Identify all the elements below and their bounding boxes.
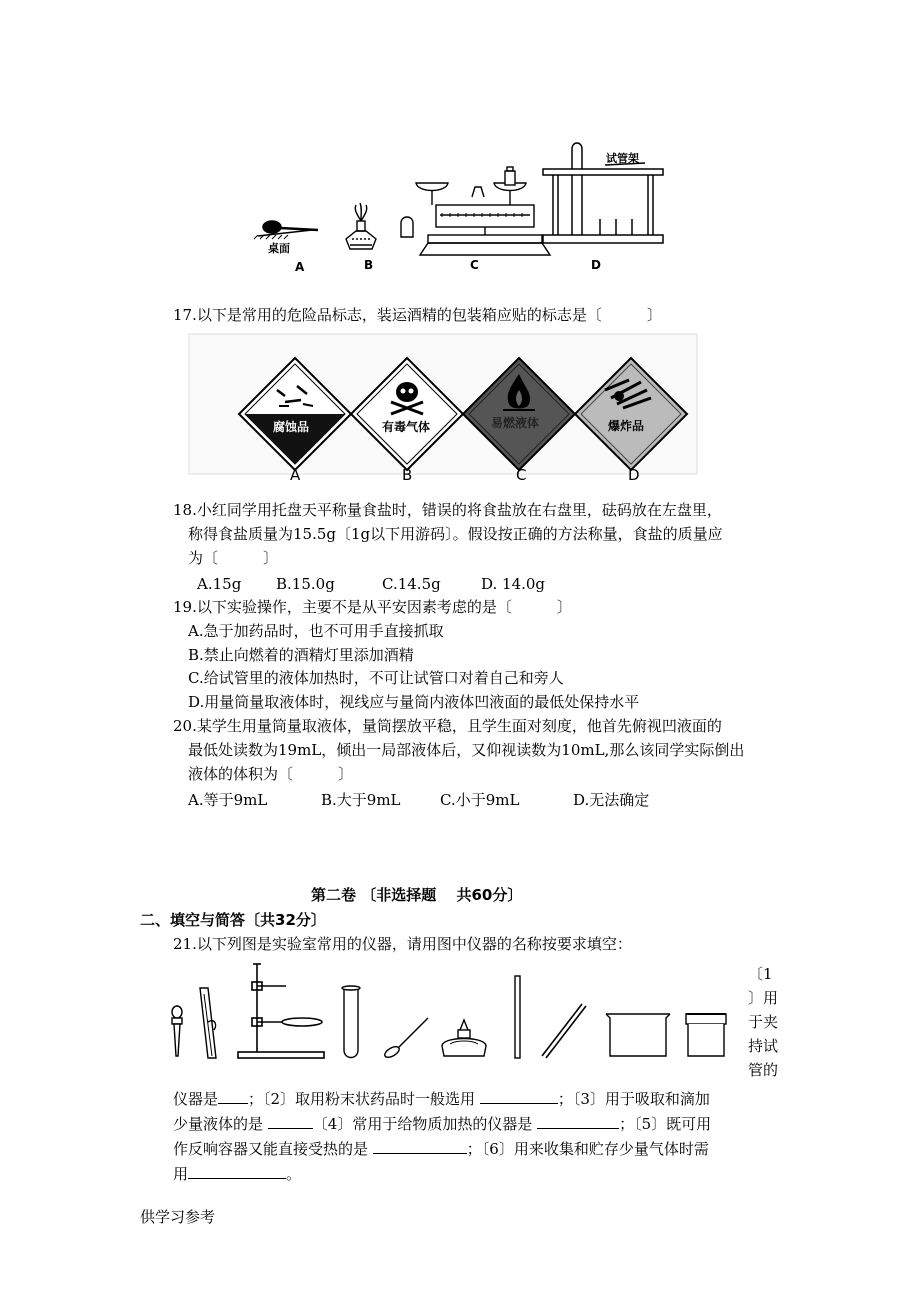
answer-blank-5[interactable] xyxy=(373,1139,467,1154)
q18-line-2: 称得食盐质量为15.5g〔1g以下用游码〕。假设按正确的方法称量，食盐的质量应 xyxy=(188,525,723,543)
sign-c-name: 易燃液体 xyxy=(491,416,540,430)
sign-b-name: 有毒气体 xyxy=(382,420,431,434)
sign-label-b: B xyxy=(402,466,413,484)
q21-text-1c: ；〔3〕用于吸取和滴加 xyxy=(557,1090,710,1108)
beaker-icon xyxy=(606,1014,670,1056)
dropper-on-desk-icon xyxy=(254,221,318,239)
q20-option-a: A.等于9mL xyxy=(188,791,268,809)
lab-instruments-figure xyxy=(160,960,740,1064)
test-tube-clamp-icon xyxy=(200,988,216,1058)
q21-text-1b: ；〔2〕取用粉末状药品时一般选用 xyxy=(248,1090,476,1108)
q21-side-5: 管的 xyxy=(748,1061,779,1079)
answer-blank-1[interactable] xyxy=(218,1089,248,1104)
test-tube-icon xyxy=(342,986,360,1058)
q21-text-2c: ；〔5〕既可用 xyxy=(619,1115,712,1133)
medicine-spoon-icon xyxy=(383,1018,428,1059)
q17-stem: 17.以下是常用的危险品标志，装运酒精的包装箱应贴的标志是〔 〕 xyxy=(173,306,662,324)
q21-text-4a: 用 xyxy=(173,1165,189,1183)
q18-line-1: 18.小红同学用托盘天平称量食盐时，错误的将食盐放在右盘里，砝码放在左盘里， xyxy=(173,501,722,519)
footer-note: 供学习参考 xyxy=(140,1208,216,1226)
answer-blank-3[interactable] xyxy=(268,1114,313,1129)
q21-text-3a: 作反响容器又能直接受热的是 xyxy=(173,1140,369,1158)
iron-stand-icon xyxy=(238,964,324,1058)
q21-text-2a: 少量液体的是 xyxy=(173,1115,264,1133)
q21-side-2: 〕用 xyxy=(748,989,779,1007)
test-tube-rack-icon xyxy=(543,143,663,243)
q19-option-a: A.急于加药品时，也不可用手直接抓取 xyxy=(188,622,444,640)
q21-line-3 xyxy=(173,1139,709,1159)
fig16-label-a: A xyxy=(295,260,305,274)
q21-line-2 xyxy=(173,1114,711,1134)
rack-label: 试管架 xyxy=(606,152,639,165)
answer-blank-2[interactable] xyxy=(480,1089,558,1104)
sign-a-name: 腐蚀品 xyxy=(273,420,310,434)
q19-option-d: D.用量筒量取液体时，视线应与量筒内液体凹液面的最低处保持水平 xyxy=(188,693,640,711)
q18-option-d: D. 14.0g xyxy=(481,575,546,593)
gas-bottle-icon xyxy=(686,1014,726,1056)
q20-option-c: C.小于9mL xyxy=(440,791,520,809)
q21-line-4 xyxy=(173,1164,301,1184)
glass-rod-icon xyxy=(515,976,520,1058)
q18-option-c: C.14.5g xyxy=(382,575,441,593)
q19-option-b: B.禁止向燃着的酒精灯里添加酒精 xyxy=(188,646,414,664)
q21-side-4: 持试 xyxy=(748,1037,779,1055)
alcohol-lamp-icon xyxy=(346,203,413,249)
answer-blank-4[interactable] xyxy=(537,1114,619,1129)
q21-line-1 xyxy=(173,1089,710,1109)
q21-intro: 21.以下列图是实验室常用的仪器，请用图中仪器的名称按要求填空： xyxy=(173,935,632,953)
fig16-label-b: B xyxy=(364,258,374,272)
fig16-label-c: C xyxy=(470,258,479,272)
hazard-signs-figure xyxy=(185,328,705,488)
q19-option-c: C.给试管里的液体加热时，不可让试管口对着自己和旁人 xyxy=(188,669,564,687)
q18-option-b: B.15.0g xyxy=(276,575,335,593)
q20-line-1: 20.某学生用量筒量取液体，量筒摆放平稳，且学生面对刻度，他首先俯视凹液面的 xyxy=(173,717,722,735)
q21-text-4b: 。 xyxy=(286,1165,302,1183)
q21-side-3: 于夹 xyxy=(748,1013,779,1031)
alcohol-lamp-icon xyxy=(442,1020,486,1056)
q20-line-3: 液体的体积为〔 〕 xyxy=(188,765,354,783)
answer-blank-6[interactable] xyxy=(188,1164,286,1179)
dropper-icon xyxy=(172,1006,182,1056)
q20-line-2: 最低处读数为19mL，倾出一局部液体后，又仰视读数为10mL,那么该同学实际倒出 xyxy=(188,741,745,759)
q20-option-b: B.大于9mL xyxy=(321,791,401,809)
q18-option-a: A.15g xyxy=(197,575,242,593)
part2-title: 第二卷 〔非选择题 共60分〕 xyxy=(311,886,523,904)
sign-d-name: 爆炸品 xyxy=(608,419,645,433)
q21-side-1: 〔1 xyxy=(748,965,773,983)
q20-option-d: D.无法确定 xyxy=(573,791,650,809)
sign-label-d: D xyxy=(628,466,640,484)
sign-label-a: A xyxy=(290,466,301,484)
q18-line-3: 为〔 〕 xyxy=(188,549,279,567)
q21-text-1a: 仪器是 xyxy=(173,1090,219,1108)
section-2-heading: 二、填空与简答〔共32分〕 xyxy=(140,911,326,929)
q21-text-2b: 〔4〕常用于给物质加热的仪器是 xyxy=(312,1115,533,1133)
balance-icon xyxy=(416,167,550,255)
fig16-label-d: D xyxy=(591,258,601,272)
q19-stem: 19.以下实验操作，主要不是从平安因素考虑的是〔 〕 xyxy=(173,598,572,616)
sign-label-c: C xyxy=(516,466,527,484)
crucible-tongs-icon xyxy=(542,1004,586,1058)
desk-label: 桌面 xyxy=(268,242,290,255)
q21-text-3b: ；〔6〕用来收集和贮存少量气体时需 xyxy=(466,1140,709,1158)
